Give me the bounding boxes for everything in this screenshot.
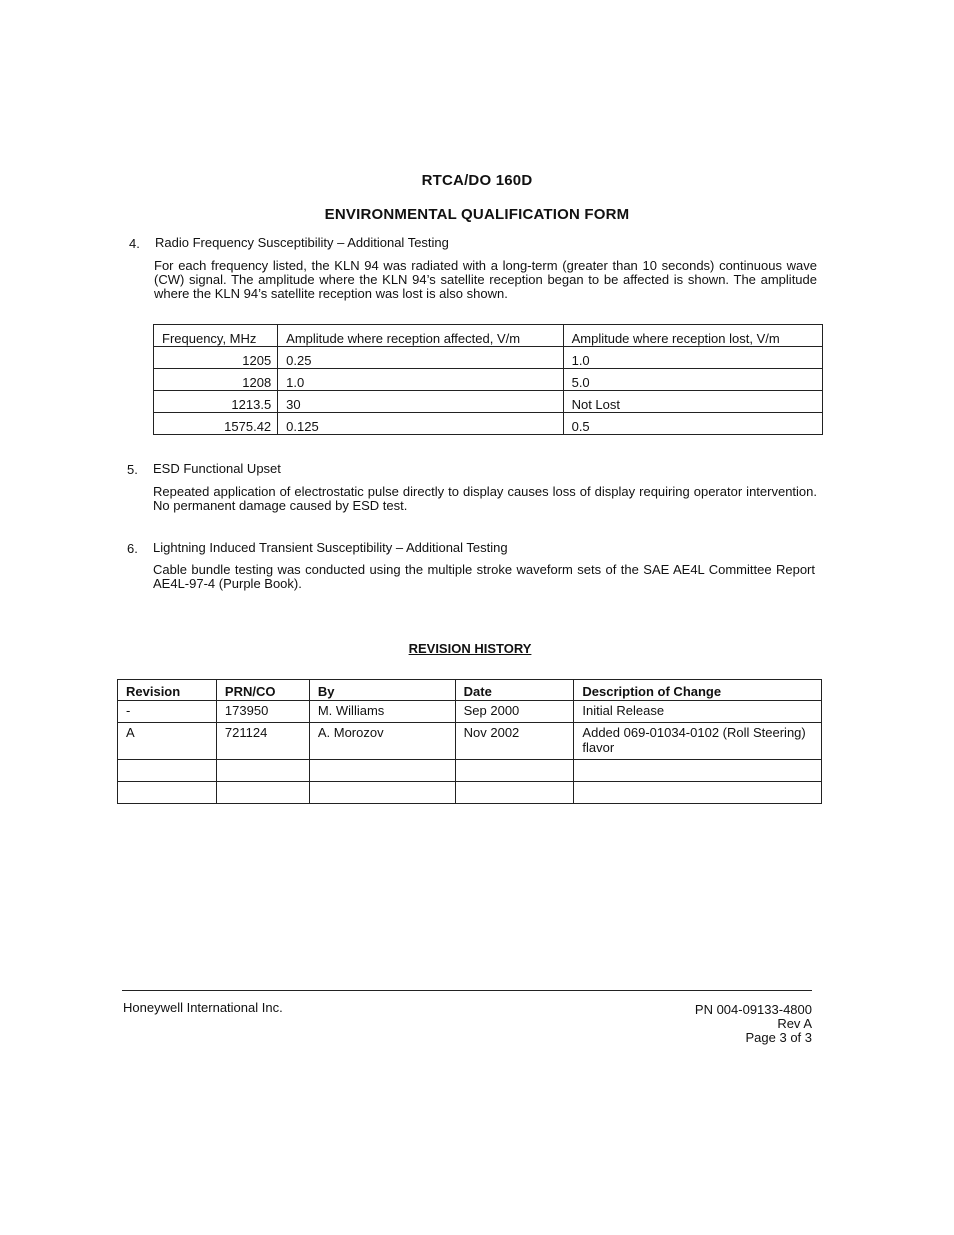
date-cell: [455, 782, 574, 804]
frequency-cell: 1213.5: [154, 391, 278, 413]
section-5-number: 5.: [127, 462, 138, 477]
section-5-heading: ESD Functional Upset: [153, 461, 281, 476]
section-6-paragraph: Cable bundle testing was conducted using the multiple stroke waveform sets of the SAE AE4L Committee Report AE4L-97-4 (Purple Book).: [153, 562, 815, 591]
column-header: Frequency, MHz: [154, 325, 278, 347]
footer-page-number: Page 3 of 3: [745, 1030, 812, 1045]
description-cell: Added 069-01034-0102 (Roll Steering) flavor: [574, 723, 822, 760]
frequency-cell: 1205: [154, 347, 278, 369]
description-cell: [574, 760, 822, 782]
table-row: [118, 701, 822, 723]
lost-cell: 5.0: [563, 369, 822, 391]
by-cell: [309, 760, 455, 782]
section-6-heading: Lightning Induced Transient Susceptibility – Additional Testing: [153, 540, 508, 555]
date-cell: Sep 2000: [455, 701, 574, 723]
table-row: [154, 413, 823, 435]
affected-cell: 30: [278, 391, 563, 413]
section-4-heading: Radio Frequency Susceptibility – Additional Testing: [155, 235, 449, 250]
column-header: By: [309, 680, 455, 701]
column-header: Date: [455, 680, 574, 701]
table-header-row: [118, 680, 822, 701]
revision-cell: [118, 782, 217, 804]
table-row: [154, 391, 823, 413]
footer-divider: [122, 990, 812, 991]
prn-co-cell: [216, 782, 309, 804]
frequency-cell: 1575.42: [154, 413, 278, 435]
form-title: ENVIRONMENTAL QUALIFICATION FORM: [324, 206, 630, 223]
revision-history-title: REVISION HISTORY: [408, 641, 532, 656]
footer-part-number: PN 004-09133-4800: [694, 1002, 812, 1017]
prn-co-cell: [216, 760, 309, 782]
affected-cell: 0.25: [278, 347, 563, 369]
column-header: Revision: [118, 680, 217, 701]
column-header: Description of Change: [574, 680, 822, 701]
table-row: [118, 760, 822, 782]
revision-cell: [118, 760, 217, 782]
section-5-paragraph: Repeated application of electrostatic pulse directly to display causes loss of display requiring operator intervention. No permanent damage caused by ESD test.: [153, 484, 817, 513]
column-header: PRN/CO: [216, 680, 309, 701]
date-cell: [455, 760, 574, 782]
by-cell: A. Morozov: [309, 723, 455, 760]
affected-cell: 0.125: [278, 413, 563, 435]
footer-company: Honeywell International Inc.: [123, 1000, 283, 1015]
lost-cell: 0.5: [563, 413, 822, 435]
rf-susceptibility-table: [153, 324, 823, 435]
by-cell: M. Williams: [309, 701, 455, 723]
revision-history-table: [117, 679, 822, 804]
section-4-number: 4.: [129, 236, 140, 251]
column-header: Amplitude where reception lost, V/m: [563, 325, 822, 347]
prn-co-cell: 721124: [216, 723, 309, 760]
revision-cell: A: [118, 723, 217, 760]
table-row: [154, 347, 823, 369]
section-4-paragraph: For each frequency listed, the KLN 94 was radiated with a long-term (greater than 10 seconds) continuous wave (CW) signal. The amplitude where the KLN 94’s satellite reception began to be affected is shown. The amplitude where the KLN 94’s satellite reception was lost is also shown.: [154, 258, 817, 301]
table-row: [118, 723, 822, 760]
table-header-row: [154, 325, 823, 347]
affected-cell: 1.0: [278, 369, 563, 391]
description-cell: Initial Release: [574, 701, 822, 723]
lost-cell: 1.0: [563, 347, 822, 369]
footer-revision: Rev A: [777, 1016, 812, 1031]
lost-cell: Not Lost: [563, 391, 822, 413]
frequency-cell: 1208: [154, 369, 278, 391]
by-cell: [309, 782, 455, 804]
table-row: [118, 782, 822, 804]
standard-title: RTCA/DO 160D: [421, 172, 533, 189]
prn-co-cell: 173950: [216, 701, 309, 723]
revision-cell: -: [118, 701, 217, 723]
date-cell: Nov 2002: [455, 723, 574, 760]
description-cell: [574, 782, 822, 804]
column-header: Amplitude where reception affected, V/m: [278, 325, 563, 347]
table-row: [154, 369, 823, 391]
section-6-number: 6.: [127, 541, 138, 556]
